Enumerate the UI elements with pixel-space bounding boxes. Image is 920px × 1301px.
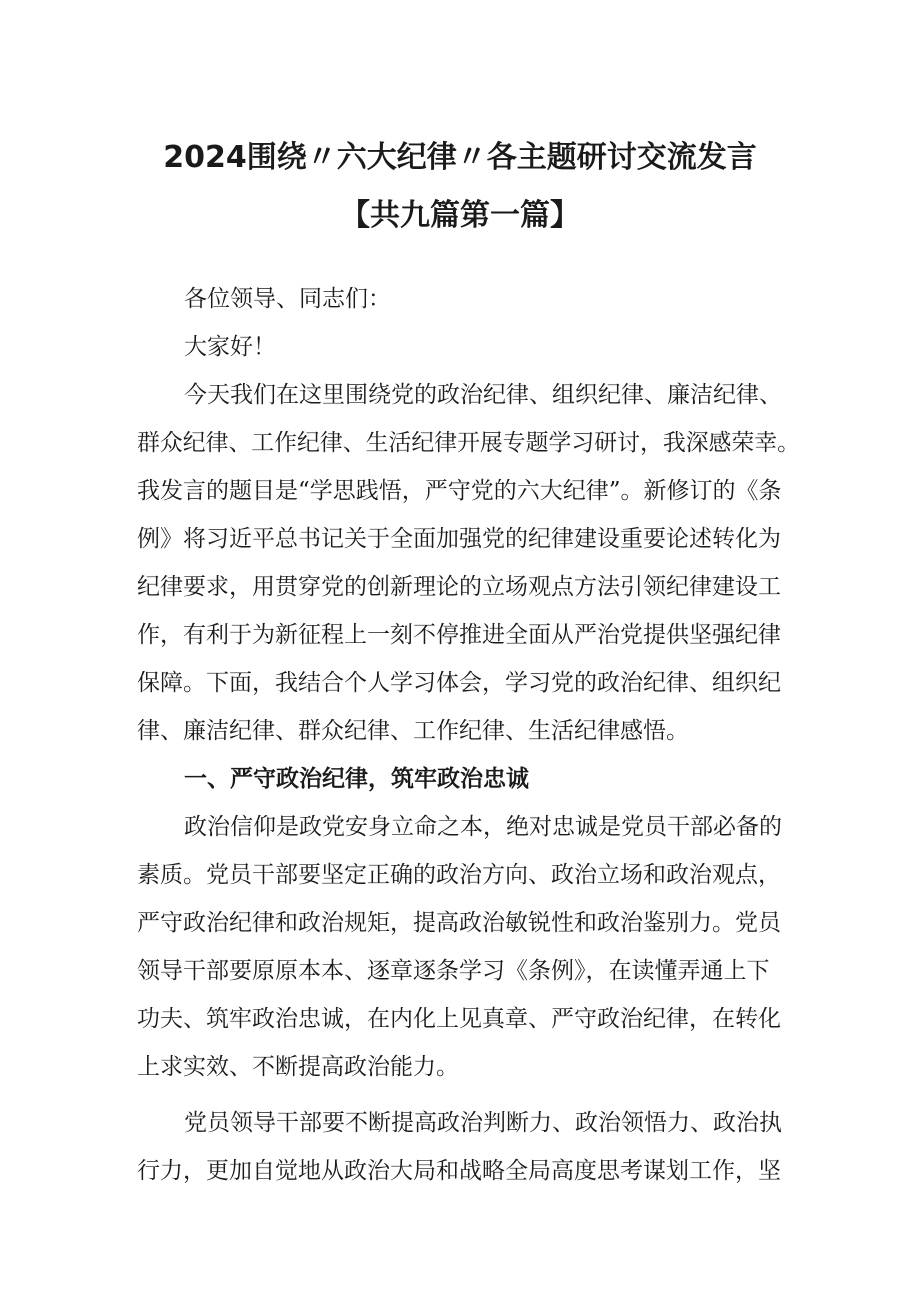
paragraph-line: 素质。党员干部要坚定正确的政治方向、政治立场和政治观点， [137, 862, 781, 888]
paragraph-line: 今天我们在这里围绕党的政治纪律、组织纪律、廉洁纪律、 [184, 382, 782, 408]
paragraph-line: 我发言的题目是“学思践悟，严守党的六大纪律”。新修订的《条 [137, 478, 782, 504]
paragraph-line: 上求实效、不断提高政治能力。 [137, 1054, 459, 1080]
paragraph-line: 政治信仰是政党安身立命之本，绝对忠诚是党员干部必备的 [184, 814, 782, 840]
paragraph-line: 作，有利于为新征程上一刻不停推进全面从严治党提供坚强纪律 [137, 622, 781, 648]
paragraph-line: 领导干部要原原本本、逐章逐条学习《条例》，在读懂弄通上下 [137, 958, 770, 984]
paragraph-line: 律、廉洁纪律、群众纪律、工作纪律、生活纪律感悟。 [137, 718, 689, 744]
salutation-line: 各位领导、同志们： [184, 286, 391, 312]
paragraph-line: 例》将习近平总书记关于全面加强党的纪律建设重要论述转化为 [137, 526, 781, 552]
paragraph-line: 群众纪律、工作纪律、生活纪律开展专题学习研讨，我深感荣幸。 [137, 430, 800, 456]
paragraph-line: 功夫、筑牢政治忠诚，在内化上见真章、严守政治纪律，在转化 [137, 1006, 781, 1032]
paragraph-line: 行力，更加自觉地从政治大局和战略全局高度思考谋划工作，坚 [137, 1158, 781, 1184]
paragraph-line: 保障。下面，我结合个人学习体会，学习党的政治纪律、组织纪 [137, 670, 781, 696]
paragraph-line: 严守政治纪律和政治规矩，提高政治敏锐性和政治鉴别力。党员 [137, 910, 781, 936]
document-title: 2024围绕〃六大纪律〃各主题研讨交流发言 [163, 140, 757, 175]
document-subtitle: 【共九篇第一篇】 [340, 198, 580, 233]
greeting-line: 大家好！ [184, 334, 276, 360]
section-heading: 一、严守政治纪律，筑牢政治忠诚 [184, 766, 529, 792]
paragraph-line: 党员领导干部要不断提高政治判断力、政治领悟力、政治执 [184, 1110, 782, 1136]
paragraph-line: 纪律要求，用贯穿党的创新理论的立场观点方法引领纪律建设工 [137, 574, 781, 600]
